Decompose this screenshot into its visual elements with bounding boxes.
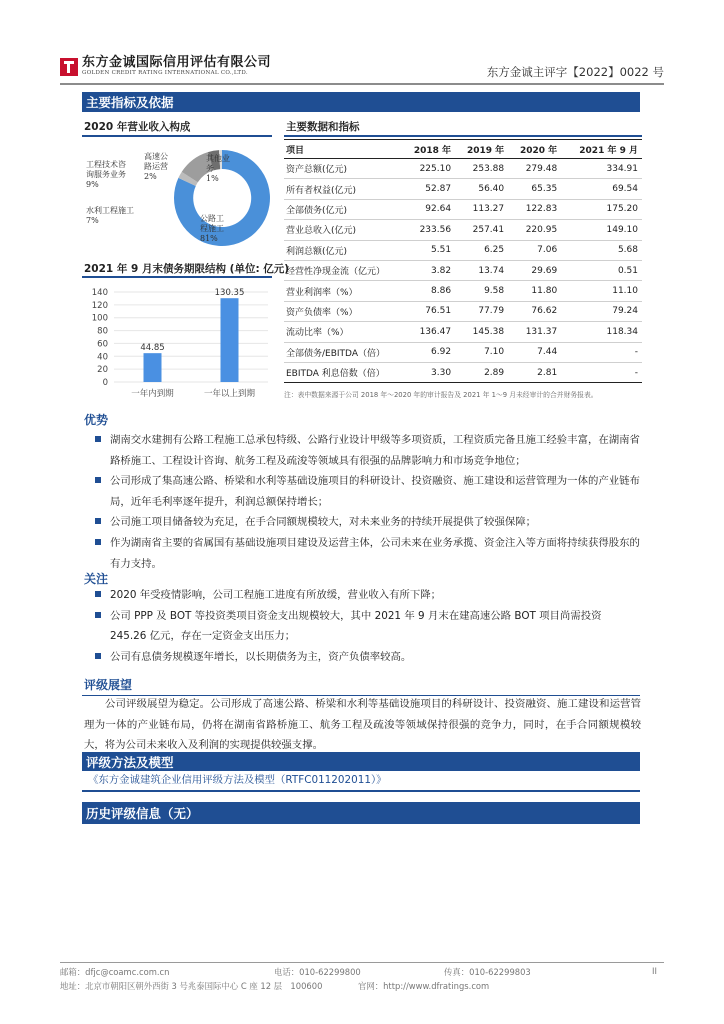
debt-bar-title: 2021 年 9 月末债务期限结构 (单位: 亿元): [84, 263, 290, 275]
company-name-en: GOLDEN CREDIT RATING INTERNATIONAL CO.,LTD.: [82, 70, 248, 76]
footer-email: 邮箱：dfjc@coamc.com.cn: [60, 967, 170, 977]
metric-value: 11.10: [561, 281, 642, 301]
company-name-cn: 东方金诚国际信用评估有限公司: [82, 55, 272, 70]
company-logo: [60, 56, 271, 77]
metrics-header-row: [284, 140, 642, 159]
metric-value: 257.41: [455, 220, 508, 240]
y-tick-label: 140: [91, 288, 108, 298]
strengths-list: [93, 430, 641, 574]
metric-value: 113.27: [455, 199, 508, 219]
y-tick-label: 0: [102, 378, 108, 388]
list-item: 公司 PPP 及 BOT 等投资类项目资金支出规模较大，其中 2021 年 9 月末在建高速公路 BOT 项目尚需投资 245.26 亿元，存在一定资金支出压力；: [93, 606, 641, 647]
debt-bar-svg: [82, 276, 272, 404]
metric-value: 7.44: [508, 342, 561, 362]
methodology-rule: [82, 790, 640, 792]
metric-label: 流动比率（%）: [284, 322, 402, 342]
metric-value: 6.25: [455, 240, 508, 260]
report-number: 东方金诚主评字【2022】0022 号: [486, 65, 664, 79]
metric-value: 5.68: [561, 240, 642, 260]
metric-value: 149.10: [561, 220, 642, 240]
metric-value: 92.64: [402, 199, 455, 219]
metric-label: 营业利润率（%）: [284, 281, 402, 301]
table-row: [284, 159, 642, 179]
metric-value: 145.38: [455, 322, 508, 342]
list-item: 作为湖南省主要的省属国有基础设施项目建设及运营主体，公司未来在业务承揽、资金注入等方面将持续获得股东的有力支持。: [93, 533, 641, 574]
metric-value: 65.35: [508, 179, 561, 199]
metric-value: 76.51: [402, 301, 455, 321]
strengths-title: 优势: [84, 413, 109, 427]
list-item: 公司有息债务规模逐年增长，以长期债务为主，资产负债率较高。: [93, 647, 641, 668]
footer-website[interactable]: 官网：http://www.dfratings.com: [358, 981, 490, 991]
x-category-label: 一年以上到期: [203, 389, 256, 399]
metric-value: 0.51: [561, 260, 642, 280]
metric-value: 52.87: [402, 179, 455, 199]
metric-value: -: [561, 362, 642, 382]
metric-label: 资产总额(亿元): [284, 159, 402, 179]
metric-value: 11.80: [508, 281, 561, 301]
metric-value: 136.47: [402, 322, 455, 342]
bar: [221, 298, 239, 382]
metric-label: EBITDA 利息倍数（倍）: [284, 362, 402, 382]
metrics-header-cell: 2021 年 9 月: [561, 140, 642, 159]
metric-value: 118.34: [561, 322, 642, 342]
metric-value: 9.58: [455, 281, 508, 301]
metric-value: 7.06: [508, 240, 561, 260]
y-tick-label: 100: [91, 313, 108, 324]
table-row: [284, 362, 642, 382]
metric-value: 56.40: [455, 179, 508, 199]
footer-fax: 传真：010-62299803: [444, 967, 531, 977]
footer-phone: 电话：010-62299800: [274, 967, 361, 977]
table-row: [284, 199, 642, 219]
metric-value: 233.56: [402, 220, 455, 240]
table-row: [284, 322, 642, 342]
page-number: II: [652, 966, 657, 976]
y-tick-label: 80: [97, 326, 108, 337]
debt-bar-chart: [82, 276, 272, 404]
metric-value: 220.95: [508, 220, 561, 240]
metric-value: 7.10: [455, 342, 508, 362]
methodology-link[interactable]: 《东方金诚建筑企业信用评级方法及模型（RTFC011202011）》: [88, 774, 387, 786]
footer-divider: [60, 962, 664, 963]
section-history: 历史评级信息（无）: [82, 802, 640, 824]
metric-value: 77.79: [455, 301, 508, 321]
logo-mark-icon: [60, 58, 78, 76]
table-row: [284, 240, 642, 260]
metric-label: 经营性净现金流（亿元）: [284, 260, 402, 280]
pie-label-water: 水利工程施工 7%: [86, 206, 134, 225]
metric-value: 3.82: [402, 260, 455, 280]
metrics-table: [284, 139, 642, 383]
table-row: [284, 342, 642, 362]
outlook-title: 评级展望: [82, 676, 640, 696]
metrics-header-cell: 项目: [284, 140, 402, 159]
y-tick-label: 40: [97, 352, 108, 363]
outlook-text: 公司评级展望为稳定。公司形成了高速公路、桥梁和水利等基础设施项目的科研设计、投资融资、施工建设和运营管理为一体的产业链布局，仍将在湖南省路桥施工、航务工程及疏浚等领域保持很强的竞争力，同时，在手合同额规模较大，将为公司未来收入及利润的实现提供较强支撑。: [84, 698, 641, 752]
list-item: 公司形成了集高速公路、桥梁和水利等基础设施项目的科研设计、投资融资、施工建设和运营管理为一体的产业链布局，近年毛利率逐年提升，利润总额保持增长；: [93, 471, 641, 512]
metric-label: 营业总收入(亿元): [284, 220, 402, 240]
metrics-title: 主要数据和指标: [286, 121, 360, 133]
y-tick-label: 20: [97, 365, 108, 376]
footer-address: 地址：北京市朝阳区朝外西街 3 号兆泰国际中心 C 座 12 层 100600: [60, 981, 323, 991]
metrics-header-cell: 2019 年: [455, 140, 508, 159]
page-header: [60, 56, 664, 84]
pie-label-other: 其他业 务 1%: [206, 154, 230, 183]
x-category-label: 一年内到期: [131, 389, 174, 399]
table-row: [284, 179, 642, 199]
metric-value: 279.48: [508, 159, 561, 179]
pie-label-highway: 公路工 程施工 81%: [200, 214, 224, 243]
section-main-indicators: 主要指标及依据: [82, 92, 640, 112]
concerns-list: [93, 585, 641, 667]
list-item: 湖南交水建拥有公路工程施工总承包特级、公路行业设计甲级等多项资质，工程资质完备且施工经验丰富，在湖南省路桥施工、工程设计咨询、航务工程及疏浚等领域具有很强的品牌影响力和市场竞争地位；: [93, 430, 641, 471]
table-row: [284, 220, 642, 240]
pie-title-rule: [82, 135, 272, 137]
header-divider: [60, 83, 664, 85]
revenue-pie-title: 2020 年营业收入构成: [84, 121, 191, 133]
section-methodology: 评级方法及模型: [82, 752, 640, 771]
metric-value: 13.74: [455, 260, 508, 280]
bar-value-label: 130.35: [214, 288, 245, 299]
metric-value: 29.69: [508, 260, 561, 280]
metric-value: 122.83: [508, 199, 561, 219]
pie-label-highspeed: 高速公 路运营 2%: [144, 152, 168, 181]
metric-label: 所有者权益(亿元): [284, 179, 402, 199]
revenue-donut: [82, 138, 272, 256]
metric-value: 2.81: [508, 362, 561, 382]
metric-value: 79.24: [561, 301, 642, 321]
metric-value: 3.30: [402, 362, 455, 382]
metric-value: 131.37: [508, 322, 561, 342]
table-row: [284, 281, 642, 301]
metrics-note: 注：表中数据来源于公司 2018 年～2020 年的审计报告及 2021 年 1～9 月未经审计的合并财务报表。: [284, 391, 598, 399]
metric-value: 8.86: [402, 281, 455, 301]
table-row: [284, 301, 642, 321]
list-item: 2020 年受疫情影响，公司工程施工进度有所放缓，营业收入有所下降；: [93, 585, 641, 606]
concerns-title: 关注: [84, 572, 109, 586]
metric-label: 资产负债率（%）: [284, 301, 402, 321]
metric-value: 5.51: [402, 240, 455, 260]
metric-label: 全部债务/EBITDA（倍）: [284, 342, 402, 362]
metric-value: -: [561, 342, 642, 362]
table-row: [284, 260, 642, 280]
bar-value-label: 44.85: [140, 343, 165, 354]
metric-value: 253.88: [455, 159, 508, 179]
bar: [144, 353, 162, 382]
metrics-header-cell: 2018 年: [402, 140, 455, 159]
pie-label-survey: 工程技术咨 询服务业务 9%: [86, 160, 126, 189]
metric-value: 76.62: [508, 301, 561, 321]
metrics-title-rule: [284, 135, 642, 137]
y-tick-label: 120: [91, 300, 108, 311]
metric-value: 6.92: [402, 342, 455, 362]
metric-value: 2.89: [455, 362, 508, 382]
list-item: 公司施工项目储备较为充足，在手合同额规模较大，对未来业务的持续开展提供了较强保障；: [93, 512, 641, 533]
metric-value: 225.10: [402, 159, 455, 179]
metrics-header-cell: 2020 年: [508, 140, 561, 159]
metric-value: 334.91: [561, 159, 642, 179]
metric-label: 全部债务(亿元): [284, 199, 402, 219]
y-tick-label: 60: [97, 339, 108, 350]
revenue-pie-chart: [82, 138, 272, 256]
metric-label: 利润总额(亿元): [284, 240, 402, 260]
metric-value: 69.54: [561, 179, 642, 199]
metric-value: 175.20: [561, 199, 642, 219]
